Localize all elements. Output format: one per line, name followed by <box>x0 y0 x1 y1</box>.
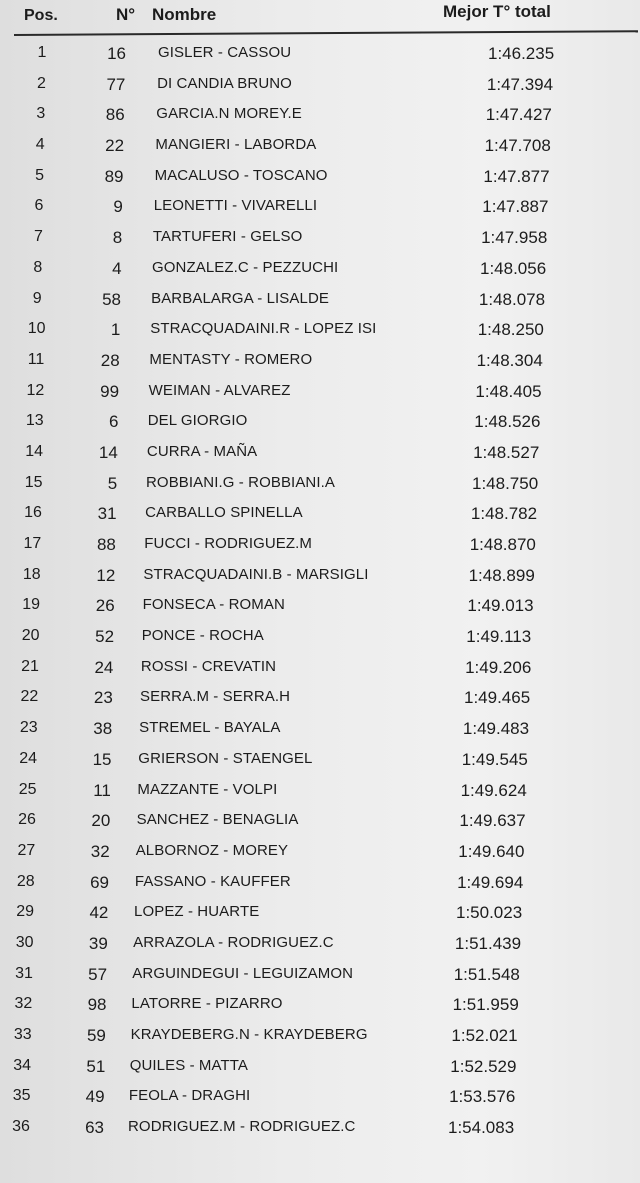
row-car-number: 42 <box>89 903 109 923</box>
row-best-time: 1:54.083 <box>448 1118 515 1138</box>
table-row <box>0 222 640 253</box>
row-driver-names: LOPEZ - HUARTE <box>134 903 260 921</box>
row-driver-names: STRACQUADAINI.B - MARSIGLI <box>143 565 369 583</box>
table-row <box>0 253 640 284</box>
row-best-time: 1:48.405 <box>475 381 542 401</box>
row-position: 1 <box>37 44 47 61</box>
row-driver-names: MENTASTY - ROMERO <box>149 350 313 368</box>
row-car-number: 31 <box>97 504 117 524</box>
row-best-time: 1:52.021 <box>451 1026 518 1045</box>
row-position: 32 <box>14 995 33 1013</box>
row-car-number: 77 <box>106 74 126 94</box>
row-driver-names: RODRIGUEZ.M - RODRIGUEZ.C <box>128 1118 356 1136</box>
row-driver-names: PONCE - ROCHA <box>141 627 264 645</box>
table-row <box>0 836 640 867</box>
row-best-time: 1:47.887 <box>482 197 549 217</box>
row-car-number: 28 <box>100 350 120 370</box>
table-row <box>0 1112 640 1143</box>
row-driver-names: SANCHEZ - BENAGLIA <box>136 811 299 829</box>
row-position: 9 <box>32 289 42 307</box>
row-position: 25 <box>18 780 37 798</box>
row-car-number: 57 <box>88 964 108 984</box>
row-best-time: 1:51.548 <box>453 964 520 984</box>
table-row <box>0 621 640 652</box>
table-row <box>0 38 640 69</box>
row-driver-names: ALBORNOZ - MOREY <box>135 841 289 859</box>
row-position: 11 <box>27 350 45 368</box>
row-car-number: 12 <box>96 565 116 585</box>
row-driver-names: QUILES - MATTA <box>129 1056 249 1074</box>
row-driver-names: FONSECA - ROMAN <box>142 596 285 614</box>
row-best-time: 1:52.529 <box>450 1056 517 1076</box>
row-car-number: 98 <box>87 995 107 1015</box>
table-row <box>0 130 640 161</box>
row-position: 16 <box>24 504 42 522</box>
row-position: 36 <box>12 1118 30 1136</box>
row-driver-names: CARBALLO SPINELLA <box>145 504 303 522</box>
row-best-time: 1:48.899 <box>468 565 535 585</box>
row-best-time: 1:48.870 <box>469 535 536 554</box>
row-best-time: 1:49.206 <box>465 657 532 677</box>
row-best-time: 1:49.637 <box>459 811 526 831</box>
row-car-number: 26 <box>95 596 115 616</box>
row-best-time: 1:48.527 <box>473 442 540 462</box>
row-best-time: 1:48.304 <box>476 350 543 370</box>
row-car-number: 32 <box>90 841 110 861</box>
row-car-number: 8 <box>112 228 123 248</box>
row-position: 22 <box>20 688 39 706</box>
table-row <box>0 713 640 744</box>
row-car-number: 99 <box>100 381 120 401</box>
row-best-time: 1:48.750 <box>472 473 539 493</box>
header-position: Pos. <box>24 7 58 24</box>
row-best-time: 1:49.465 <box>464 688 531 708</box>
row-best-time: 1:50.023 <box>456 903 523 923</box>
row-driver-names: GRIERSON - STAENGEL <box>138 749 313 767</box>
row-driver-names: FEOLA - DRAGHI <box>128 1087 251 1105</box>
table-row <box>0 867 640 898</box>
row-best-time: 1:49.545 <box>461 749 528 769</box>
table-row <box>0 345 640 376</box>
table-row <box>0 406 640 437</box>
row-position: 12 <box>26 381 45 399</box>
row-position: 14 <box>25 442 44 460</box>
row-position: 35 <box>12 1087 31 1105</box>
row-driver-names: ARGUINDEGUI - LEGUIZAMON <box>132 964 354 982</box>
table-row <box>0 805 640 836</box>
row-position: 34 <box>13 1056 32 1074</box>
row-best-time: 1:47.708 <box>484 136 551 156</box>
table-row <box>0 775 640 806</box>
row-best-time: 1:48.250 <box>477 320 544 340</box>
row-car-number: 16 <box>107 44 126 63</box>
row-driver-names: ROBBIANI.G - ROBBIANI.A <box>146 473 336 491</box>
row-position: 23 <box>19 719 38 737</box>
row-car-number: 69 <box>90 872 109 892</box>
row-position: 19 <box>22 596 41 614</box>
row-driver-names: LATORRE - PIZARRO <box>131 995 283 1013</box>
table-row <box>0 928 640 959</box>
table-row <box>0 314 640 345</box>
row-best-time: 1:49.694 <box>457 872 524 892</box>
results-table <box>0 38 640 1143</box>
row-best-time: 1:46.235 <box>488 44 555 63</box>
row-car-number: 63 <box>85 1118 104 1138</box>
row-best-time: 1:48.056 <box>480 258 547 278</box>
row-position: 30 <box>15 933 34 951</box>
row-position: 7 <box>33 228 43 246</box>
row-best-time: 1:48.078 <box>478 289 546 309</box>
table-row <box>0 376 640 407</box>
row-driver-names: DEL GIORGIO <box>147 412 248 430</box>
table-row <box>0 1081 640 1112</box>
row-driver-names: GONZALEZ.C - PEZZUCHI <box>152 258 339 276</box>
row-car-number: 22 <box>105 136 125 156</box>
row-position: 2 <box>36 74 46 92</box>
row-driver-names: ROSSI - CREVATIN <box>140 657 277 675</box>
table-row <box>0 560 640 591</box>
row-best-time: 1:48.526 <box>474 412 541 432</box>
table-row <box>0 161 640 192</box>
row-car-number: 89 <box>104 166 124 186</box>
row-car-number: 58 <box>102 289 121 309</box>
table-row <box>0 529 640 560</box>
row-car-number: 51 <box>86 1056 106 1076</box>
row-position: 15 <box>24 473 43 491</box>
row-best-time: 1:51.439 <box>454 933 522 953</box>
table-row <box>0 191 640 222</box>
row-best-time: 1:51.959 <box>452 995 519 1015</box>
table-row <box>0 590 640 621</box>
row-driver-names: LEONETTI - VIVARELLI <box>153 197 318 215</box>
row-car-number: 1 <box>110 320 121 340</box>
table-row <box>0 989 640 1020</box>
header-best-time: Mejor T° total <box>443 2 551 21</box>
row-car-number: 38 <box>93 719 113 739</box>
table-row <box>0 897 640 928</box>
row-position: 27 <box>17 841 36 859</box>
row-position: 21 <box>21 657 39 675</box>
row-position: 31 <box>15 964 33 982</box>
row-position: 29 <box>16 903 35 921</box>
table-row <box>0 99 640 130</box>
row-position: 3 <box>36 105 46 123</box>
table-row <box>0 744 640 775</box>
row-driver-names: FASSANO - KAUFFER <box>134 872 291 890</box>
table-row <box>0 682 640 713</box>
row-car-number: 86 <box>105 105 125 125</box>
row-best-time: 1:47.877 <box>483 166 550 186</box>
row-driver-names: ARRAZOLA - RODRIGUEZ.C <box>133 933 334 951</box>
row-car-number: 14 <box>98 442 118 462</box>
table-row <box>0 652 640 683</box>
row-best-time: 1:47.958 <box>481 228 548 248</box>
row-position: 26 <box>18 811 36 829</box>
row-position: 20 <box>21 627 40 645</box>
row-driver-names: TARTUFERI - GELSO <box>152 228 303 246</box>
table-row <box>0 284 640 315</box>
row-position: 4 <box>35 136 45 154</box>
header-name: Nombre <box>152 5 217 24</box>
row-driver-names: DI CANDIA BRUNO <box>157 74 292 92</box>
row-position: 6 <box>34 197 44 215</box>
row-best-time: 1:48.782 <box>470 504 538 524</box>
row-position: 10 <box>27 320 46 338</box>
row-driver-names: STREMEL - BAYALA <box>139 719 281 737</box>
row-driver-names: KRAYDEBERG.N - KRAYDEBERG <box>130 1026 368 1043</box>
row-best-time: 1:49.624 <box>460 780 527 800</box>
row-car-number: 11 <box>93 780 111 800</box>
row-driver-names: FUCCI - RODRIGUEZ.M <box>144 535 313 552</box>
row-position: 18 <box>22 565 41 583</box>
row-position: 13 <box>25 412 44 430</box>
row-position: 33 <box>13 1026 32 1043</box>
row-position: 17 <box>23 535 42 552</box>
row-car-number: 49 <box>85 1087 105 1107</box>
row-driver-names: MACALUSO - TOSCANO <box>154 166 328 184</box>
row-best-time: 1:49.113 <box>466 627 532 647</box>
row-car-number: 20 <box>91 811 111 831</box>
table-row <box>0 468 640 499</box>
table-row <box>0 498 640 529</box>
row-car-number: 5 <box>107 473 118 493</box>
row-driver-names: CURRA - MAÑA <box>146 442 258 460</box>
row-position: 8 <box>33 258 43 276</box>
row-best-time: 1:47.394 <box>486 74 554 94</box>
table-row <box>0 69 640 100</box>
row-car-number: 23 <box>93 688 113 708</box>
row-car-number: 6 <box>109 412 119 432</box>
row-driver-names: SERRA.M - SERRA.H <box>140 688 291 706</box>
row-driver-names: WEIMAN - ALVAREZ <box>148 381 291 399</box>
row-best-time: 1:47.427 <box>485 105 552 125</box>
table-row <box>0 437 640 468</box>
table-header <box>0 0 640 34</box>
row-car-number: 4 <box>112 258 122 278</box>
table-row <box>0 1051 640 1082</box>
row-car-number: 24 <box>94 657 114 677</box>
row-driver-names: MANGIERI - LABORDA <box>155 136 317 154</box>
table-row <box>0 1020 640 1051</box>
row-car-number: 52 <box>95 627 115 647</box>
row-best-time: 1:49.483 <box>462 719 530 739</box>
table-row <box>0 959 640 990</box>
row-car-number: 39 <box>88 933 108 953</box>
row-best-time: 1:49.013 <box>467 596 534 616</box>
row-car-number: 88 <box>96 535 116 554</box>
row-driver-names: STRACQUADAINI.R - LOPEZ ISI <box>150 320 377 338</box>
row-position: 5 <box>35 166 45 184</box>
row-driver-names: GARCIA.N MOREY.E <box>156 105 302 123</box>
row-driver-names: GISLER - CASSOU <box>158 44 292 61</box>
row-position: 24 <box>19 749 38 767</box>
header-number: N° <box>116 5 136 24</box>
row-driver-names: MAZZANTE - VOLPI <box>137 780 278 798</box>
row-best-time: 1:49.640 <box>458 841 525 861</box>
row-car-number: 59 <box>86 1026 106 1045</box>
row-driver-names: BARBALARGA - LISALDE <box>151 289 329 307</box>
row-car-number: 15 <box>92 749 112 769</box>
row-car-number: 9 <box>113 197 123 217</box>
row-best-time: 1:53.576 <box>449 1087 516 1107</box>
row-position: 28 <box>16 872 35 890</box>
